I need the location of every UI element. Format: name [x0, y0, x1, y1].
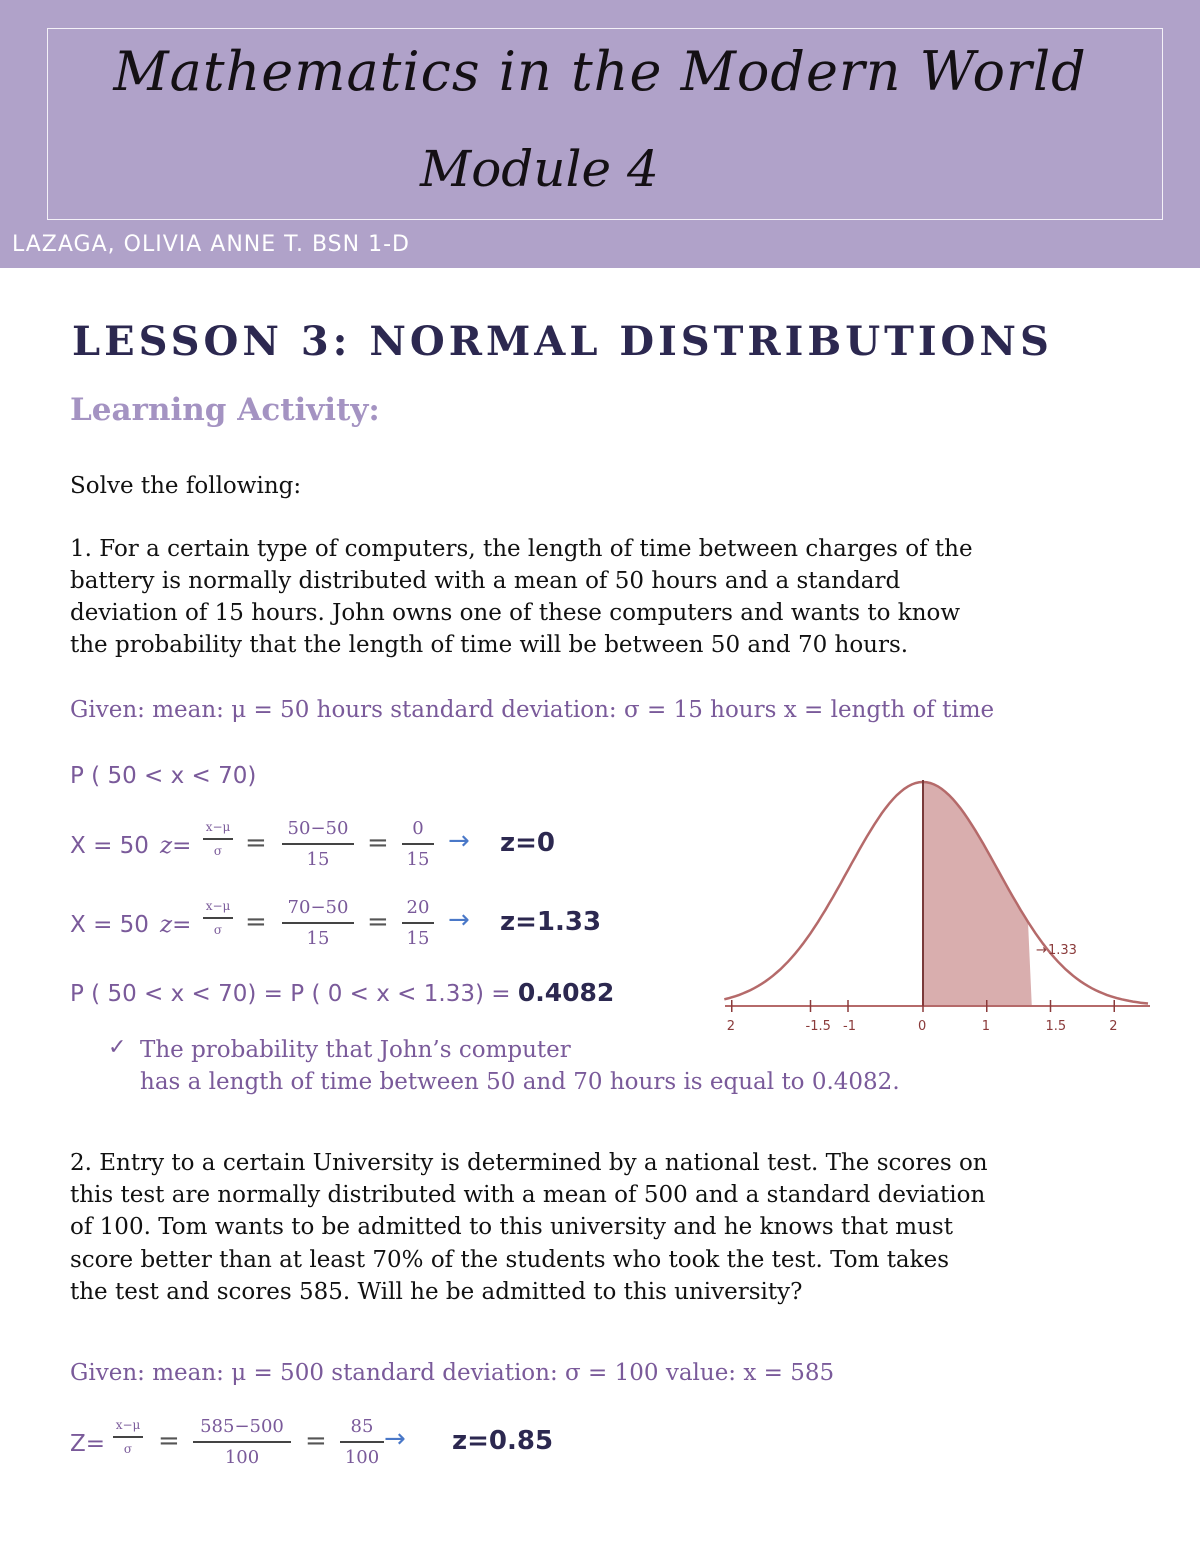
z-result: z=0.85: [452, 1426, 554, 1456]
lesson-title: LESSON 3: NORMAL DISTRIBUTIONS: [72, 318, 1053, 365]
result-fraction: 20 15: [402, 897, 434, 949]
axis-tick-label: -1: [843, 1019, 856, 1034]
substitution-fraction: 70−50 15: [282, 897, 354, 949]
question-line: the test and scores 585. Will he be admitted to this university?: [70, 1279, 803, 1305]
z-label: z=: [160, 833, 192, 859]
equals-sign: =: [245, 828, 267, 858]
z-result: z=0: [500, 828, 556, 858]
module-title: Module 4: [420, 140, 659, 198]
probability-expression: P ( 50 < x < 70): [70, 763, 257, 789]
equals-sign: =: [245, 907, 267, 937]
question-line: deviation of 15 hours. John owns one of these computers and wants to know: [70, 600, 961, 626]
author-line: LAZAGA, OLIVIA ANNE T. BSN 1-D: [12, 232, 410, 257]
substitution-fraction: 50−50 15: [282, 818, 354, 870]
question-line: 2. Entry to a certain University is determined by a national test. The scores on: [70, 1150, 988, 1176]
normal-curve-graph: [710, 760, 1160, 1050]
problem-1-given: Given: mean: μ = 50 hours standard deviation: σ = 15 hours x = length of time: [70, 697, 995, 723]
right-arrow-icon: →: [384, 1424, 406, 1454]
marker-label: 1.33: [1048, 943, 1077, 958]
axis-tick-label: 0: [918, 1019, 927, 1034]
conclusion-line: has a length of time between 50 and 70 hours is equal to 0.4082.: [140, 1069, 900, 1095]
marker-arrow-icon: →: [1036, 943, 1047, 958]
z-result: z=1.33: [500, 907, 602, 937]
equals-sign: =: [305, 1426, 327, 1456]
shaded-area: [923, 782, 1032, 1006]
formula-fraction: x−μ σ: [203, 899, 233, 937]
equals-sign: =: [367, 828, 389, 858]
step-lhs: X = 50: [70, 912, 149, 938]
check-mark-icon: ✓: [108, 1035, 127, 1060]
question-line: this test are normally distributed with a mean of 500 and a standard deviation: [70, 1182, 986, 1208]
instruction-text: Solve the following:: [70, 473, 302, 499]
result-fraction: 85 100: [340, 1416, 384, 1468]
question-line: of 100. Tom wants to be admitted to this university and he knows that must: [70, 1214, 953, 1240]
step-lhs: X = 50: [70, 833, 149, 859]
question-line: battery is normally distributed with a mean of 50 hours and a standard: [70, 568, 901, 594]
final-probability: P ( 50 < x < 70) = P ( 0 < x < 1.33) = 0.4082: [70, 978, 615, 1007]
course-title: Mathematics in the Modern World: [113, 40, 1087, 103]
axis-tick-label: -1.5: [805, 1019, 831, 1034]
header-banner: [0, 0, 1200, 268]
substitution-fraction: 585−500 100: [193, 1416, 291, 1468]
activity-heading: Learning Activity:: [70, 392, 380, 428]
question-line: 1. For a certain type of computers, the length of time between charges of the: [70, 536, 973, 562]
equals-sign: =: [158, 1426, 180, 1456]
axis-tick-label: 2: [726, 1019, 736, 1034]
problem-2-given: Given: mean: μ = 500 standard deviation: σ = 100 value: x = 585: [70, 1360, 835, 1386]
right-arrow-icon: →: [448, 826, 470, 856]
z-label: z=: [160, 912, 192, 938]
question-line: the probability that the length of time will be between 50 and 70 hours.: [70, 632, 909, 658]
result-fraction: 0 15: [402, 818, 434, 870]
axis-tick-label: 1: [981, 1019, 991, 1034]
conclusion-line: The probability that John’s computer: [140, 1037, 571, 1063]
z-label: Z=: [70, 1431, 106, 1457]
equals-sign: =: [367, 907, 389, 937]
axis-tick-label: 2: [1109, 1019, 1118, 1034]
formula-fraction: x−μ σ: [203, 820, 233, 858]
axis-tick-label: 1.5: [1045, 1019, 1067, 1034]
right-arrow-icon: →: [448, 905, 470, 935]
question-line: score better than at least 70% of the students who took the test. Tom takes: [70, 1247, 949, 1273]
formula-fraction: x−μ σ: [113, 1418, 143, 1456]
